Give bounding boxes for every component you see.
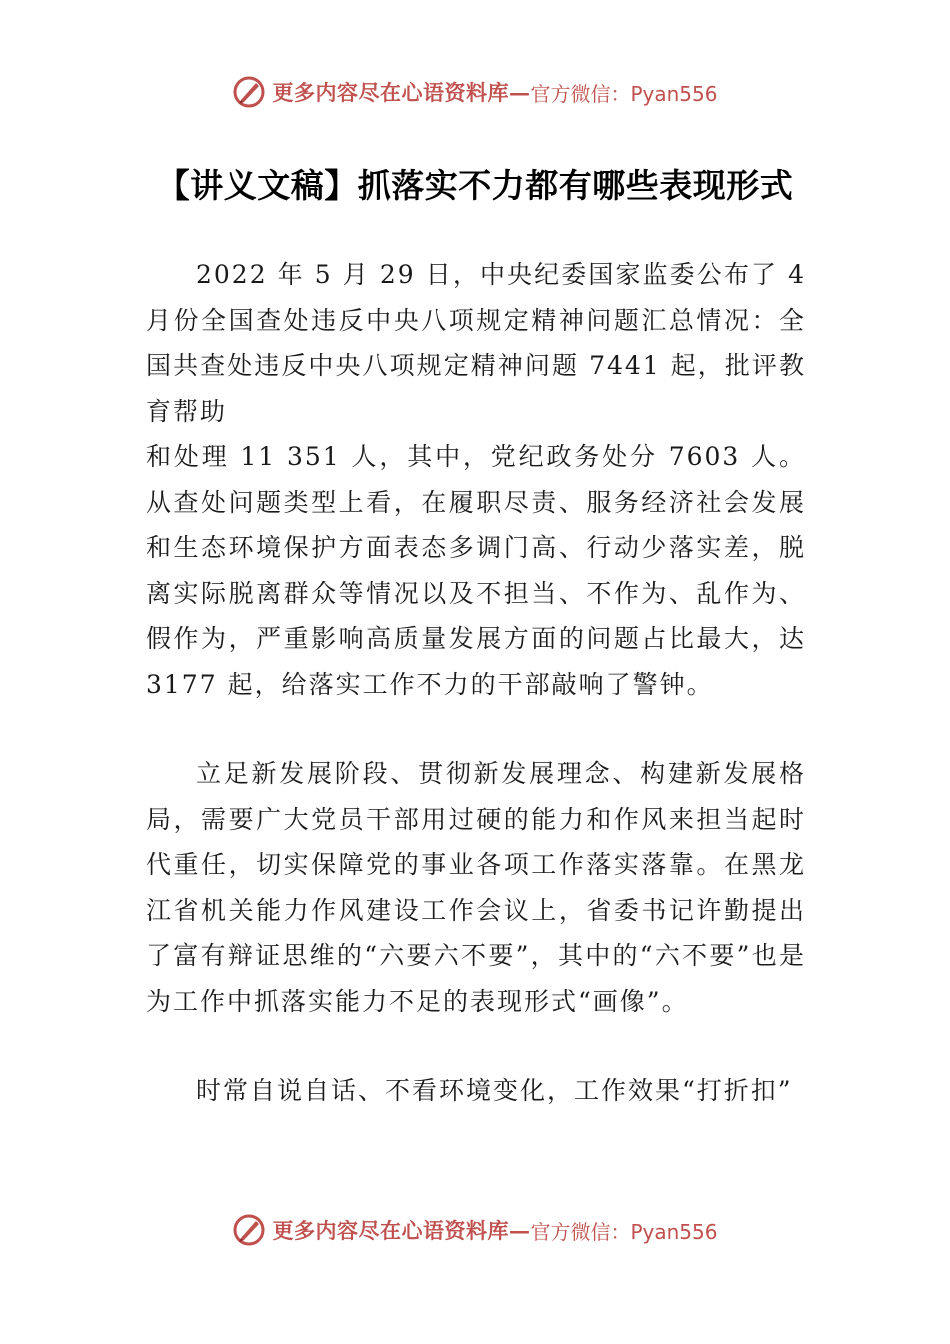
paragraph-2: 和处理 11 351 人，其中，党纪政务处分 7603 人。从查处问题类型上看，在履职尽责、服务经济社会发展和生态环境保护方面表态多调门高、行动少落实差，脱离实际脱离群众等情况以及不担当、不作为、乱作为、假作为，严重影响高质量发展方面的问题占比最大，达 3177 起，给落实工作不力的干部敲响了警钟。 <box>146 442 806 699</box>
document-body <box>146 252 806 1114</box>
paragraph-spacer <box>146 1024 806 1068</box>
watermark-contact: 官方微信：Pyan556 <box>530 81 718 106</box>
document-title: 【讲义文稿】抓落实不力都有哪些表现形式 <box>156 166 794 205</box>
paragraph-3: 立足新发展阶段、贯彻新发展理念、构建新发展格局，需要广大党员干部用过硬的能力和作风来担当起时代重任，切实保障党的事业各项工作落实落靠。在黑龙江省机关能力作风建设工作会议上，省委书记许勤提出了富有辩证思维的“六要六不要”，其中的“六不要”也是为工作中抓落实能力不足的表现形式“画像”。 <box>146 759 806 1016</box>
watermark-footer <box>0 1208 950 1252</box>
watermark-contact: 官方微信：Pyan556 <box>530 1219 718 1244</box>
paragraph-4: 时常自说自话、不看环境变化，工作效果“打折扣” <box>196 1076 793 1105</box>
watermark-text: 更多内容尽在心语资料库— <box>272 80 531 105</box>
pen-logo-icon <box>232 1213 266 1247</box>
paragraph-1: 2022 年 5 月 29 日，中央纪委国家监委公布了 4 月份全国查处违反中央八项规定精神问题汇总情况：全国共查处违反中央八项规定精神问题 7441 起，批评教育帮助 <box>146 260 806 426</box>
pen-logo-icon <box>232 75 266 109</box>
paragraph-spacer <box>146 707 806 751</box>
watermark-header <box>0 70 950 114</box>
watermark-text: 更多内容尽在心语资料库— <box>272 1218 531 1243</box>
